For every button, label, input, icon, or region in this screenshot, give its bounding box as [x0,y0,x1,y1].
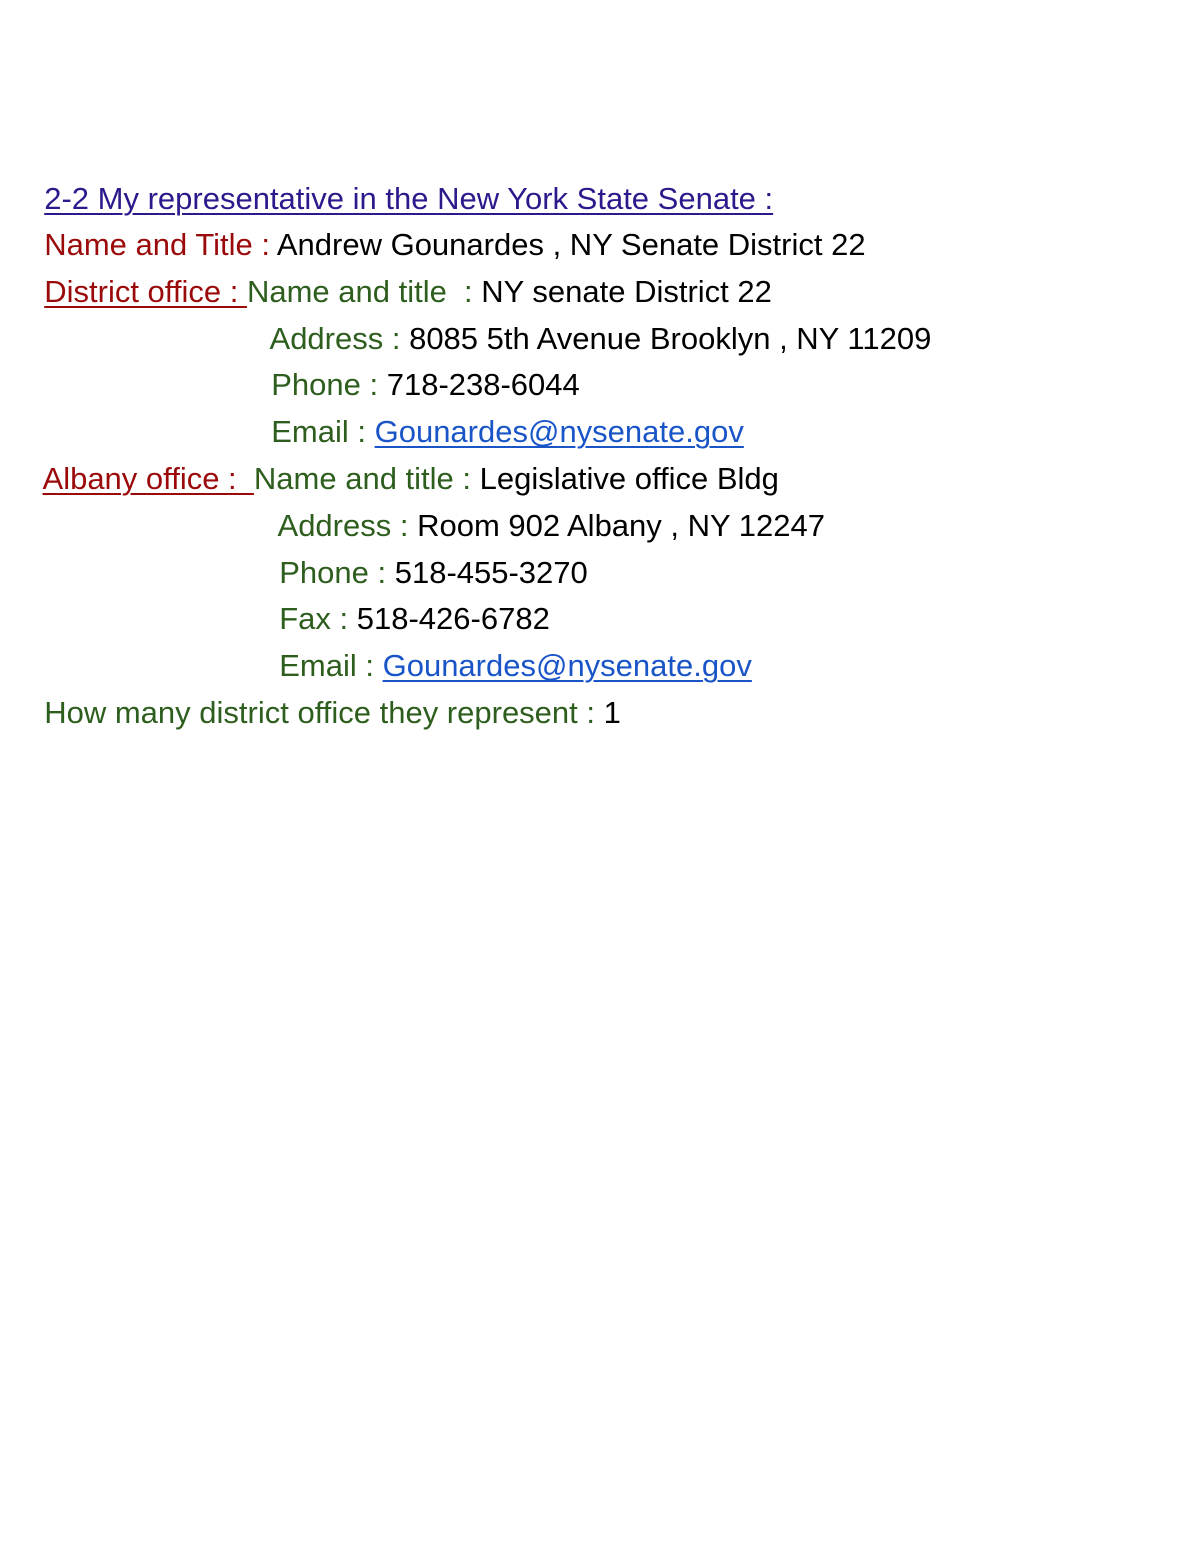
albany-email-link[interactable]: Gounardes@nysenate.gov [382,648,752,683]
heading-text: 2-2 My representative in the New York State Senate : [44,181,774,216]
albany-name-label: Name and title : [253,461,480,496]
albany-office-label: Albany office : [42,461,254,496]
district-address-value: 8085 5th Avenue Brooklyn , NY 11209 [409,321,932,356]
albany-phone-label: Phone : [279,555,395,590]
district-phone-label: Phone : [271,367,387,402]
albany-fax-label: Fax : [279,601,357,636]
albany-name-value: Legislative office Bldg [479,461,779,496]
name-title-value: Andrew Gounardes , NY Senate District 22 [276,227,866,262]
district-address-label: Address : [269,321,410,356]
albany-fax-value: 518-426-6782 [356,601,550,636]
district-email-label: Email : [271,414,375,449]
district-phone-value: 718-238-6044 [386,367,580,402]
albany-address-label: Address : [277,508,418,543]
albany-address-value: Room 902 Albany , NY 12247 [417,508,825,543]
district-office-label: District office : [44,274,247,309]
district-email-link[interactable]: Gounardes@nysenate.gov [374,414,744,449]
district-name-label: Name and title : [246,274,482,309]
district-count-row [27,659,621,731]
albany-phone-value: 518-455-3270 [394,555,588,590]
district-count-value: 1 [603,695,621,730]
district-count-label: How many district office they represent : [44,695,604,730]
name-title-label: Name and Title : [44,227,277,262]
district-name-value: NY senate District 22 [481,274,772,309]
albany-email-label: Email : [279,648,383,683]
